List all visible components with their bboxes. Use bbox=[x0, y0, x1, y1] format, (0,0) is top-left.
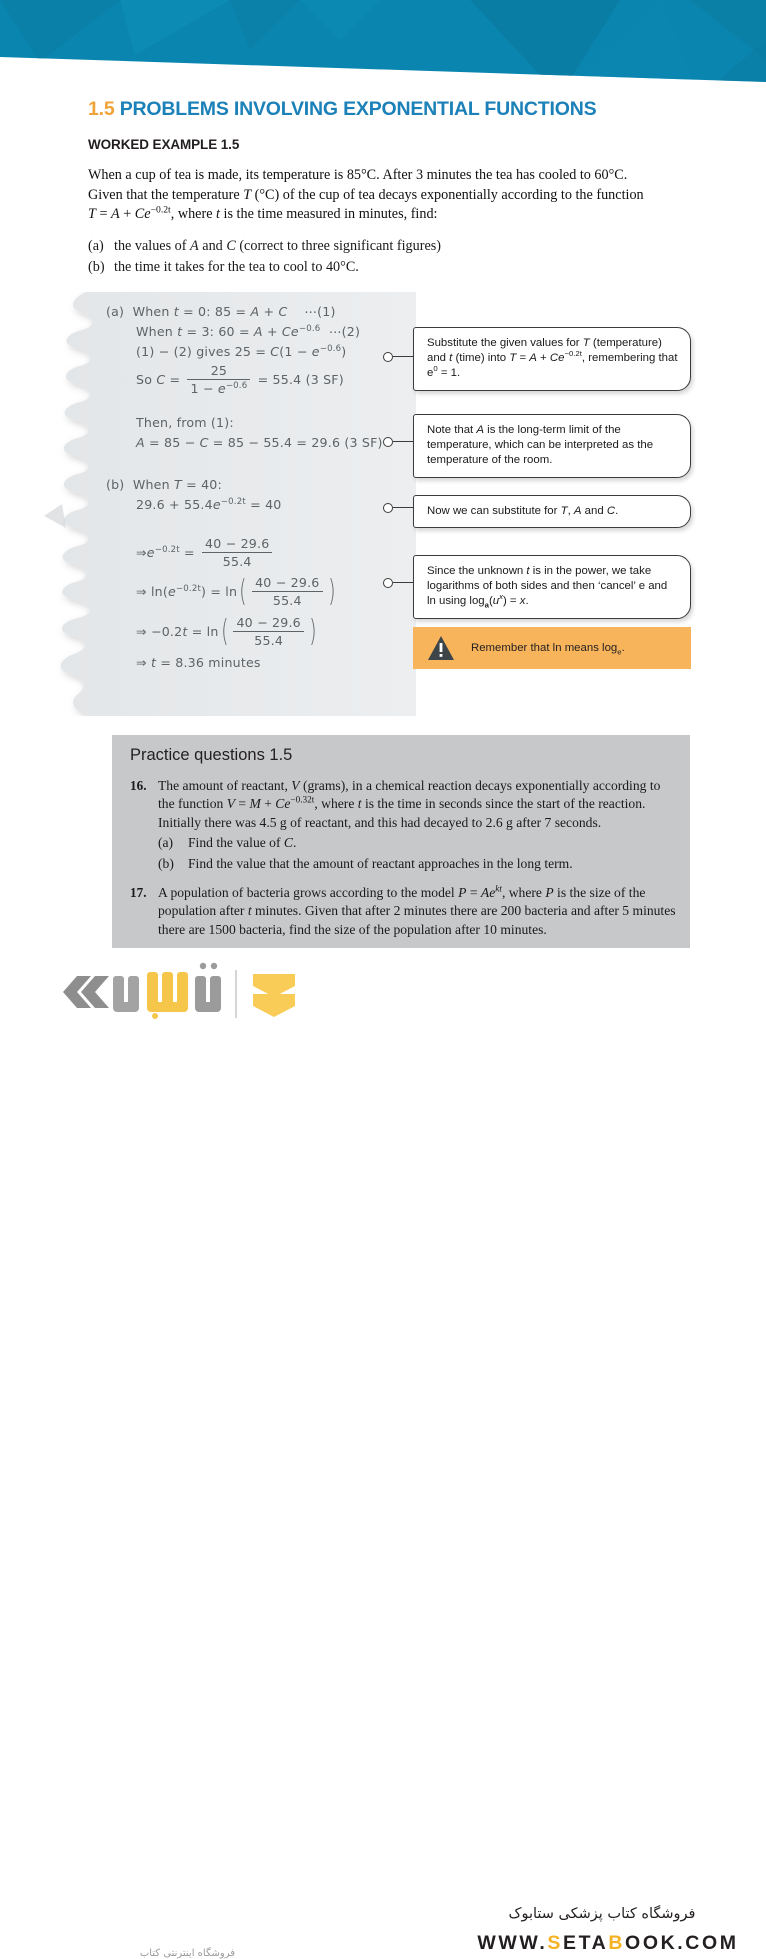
warning-text: Remember that ln means $\log_e$. bbox=[471, 642, 625, 657]
callout-line-3: $e^0 = 1$. bbox=[427, 364, 461, 380]
right-paren-2: ) bbox=[309, 614, 317, 649]
warning-note bbox=[413, 627, 691, 669]
brand-name-fa: فروشگاه کتاب پزشکی ستابوک bbox=[508, 1906, 696, 1922]
fraction-b5: $\frac{40 - 29.6}{55.4}$ bbox=[233, 615, 303, 648]
logo-chevron-down-icon bbox=[253, 974, 295, 1017]
problem-statement bbox=[88, 166, 688, 225]
callout-line-2: and t (time) into $T = A + Ce^{-0.2t}$, remembering that bbox=[427, 349, 678, 365]
solution-b-line-5: ⇒ −0.2t = ln( $\frac{40 - 29.6}{55.4}$ ) bbox=[136, 614, 317, 649]
connector-dot bbox=[383, 578, 393, 588]
logo-persian-mark bbox=[113, 976, 139, 1012]
practice-question-17 bbox=[130, 884, 678, 939]
warning-triangle-icon bbox=[427, 635, 455, 661]
setabook-logo bbox=[55, 952, 375, 1028]
practice-question-16 bbox=[130, 777, 678, 873]
solution-a-line-2: When t = 3: $60 = A + Ce^{-0.6}$ ⋯(2) bbox=[136, 323, 361, 339]
worked-solution-panel bbox=[44, 292, 416, 716]
question-text: A population of bacteria grows according to the model $P = Ae^{kt}$, where P is the size of the population after t minutes. Given that after 2 minutes there are 200 bacteria and after 5 minutes there are 1500 bacteria, find the size of the population after 10 minutes. bbox=[158, 883, 676, 937]
problem-parts bbox=[88, 236, 688, 278]
solution-b-line-4: ⇒ $\ln(e^{-0.2t}) = \ln$( $\frac{40 - 29.6}{55.4}$ ) bbox=[136, 574, 336, 609]
practice-questions-list bbox=[130, 777, 678, 948]
problem-part-b: (b) the time it takes for the tea to cool to 40°C. bbox=[88, 259, 359, 275]
connector-wire bbox=[393, 441, 414, 442]
solution-a-line-6: A = 85 − C = 85 − 55.4 = 29.6 (3 SF) bbox=[136, 435, 383, 450]
callout-line-3: ln using $\log_a(u^x) = x$. bbox=[427, 592, 529, 610]
fraction-b3: $\frac{40 - 29.6}{55.4}$ bbox=[202, 536, 272, 569]
problem-line-2: Given that the temperature T (°C) of the cup of tea decays exponentially according to the function bbox=[88, 186, 644, 203]
connector-dot bbox=[383, 437, 393, 447]
callout-line-1: Now we can substitute for T, A and C. bbox=[427, 505, 619, 517]
connector-wire bbox=[393, 582, 414, 583]
section-number: 1.5 bbox=[88, 98, 115, 120]
question-text: The amount of reactant, V (grams), in a chemical reaction decays exponentially according to the function $V = M + Ce^{-0.32t}$, where t is the time in seconds since the start of the reaction. Initially there was 4.5 g of reactant, and this had decayed to 2.6 g after 7 seconds. (a) Find the value of C. (b) Find the value that the amount of reactant approaches in the long term. bbox=[158, 777, 678, 873]
solution-b-line-1: (b) When T = 40: bbox=[106, 477, 222, 492]
right-paren: ) bbox=[327, 574, 336, 609]
fraction-b4: $\frac{40 - 29.6}{55.4}$ bbox=[252, 575, 322, 608]
worked-example-label: WORKED EXAMPLE 1.5 bbox=[88, 137, 240, 152]
connector-callout-substitute bbox=[383, 352, 413, 366]
page-title bbox=[88, 98, 596, 121]
callout-line-1: Note that A is the long-term limit of the bbox=[427, 424, 621, 436]
brand-url: WWW.SETABOOK.COM bbox=[477, 1932, 739, 1954]
solution-a-line-1: (a) When t = 0: 85 = A + C ⋯(1) bbox=[106, 304, 336, 319]
callout-substitute bbox=[413, 327, 691, 391]
practice-questions-panel bbox=[112, 735, 690, 950]
question-number: 16. bbox=[130, 778, 147, 793]
problem-line-3: $T = A + Ce^{-0.2t}$, where t is the time measured in minutes, find: bbox=[88, 204, 438, 222]
solution-b-line-3: $\Rightarrow e^{-0.2t}$ = $\frac{40 - 29.6}{55.4}$ bbox=[106, 537, 416, 570]
solution-a-line-4: So C = $\frac{25}{1 - e^{-0.6}}$ = 55.4 (3 SF) bbox=[136, 363, 344, 396]
problem-line-1: When a cup of tea is made, its temperature is 85°C. After 3 minutes the tea has cooled to 60°C. bbox=[88, 167, 628, 183]
callout-line-2: temperature, which can be interpreted as the bbox=[427, 439, 654, 452]
connector-callout-logarithms bbox=[383, 578, 413, 592]
solution-working bbox=[106, 304, 416, 675]
header-banner bbox=[0, 0, 766, 96]
question-number: 17. bbox=[130, 885, 147, 901]
logo-persian-mark-gold bbox=[147, 972, 188, 1019]
logo-subtitle-fa: فروشگاه اینترنتی کتاب bbox=[139, 1948, 235, 1959]
callout-logarithms bbox=[413, 555, 691, 619]
left-paren-2: ( bbox=[220, 614, 229, 649]
connector-wire bbox=[393, 507, 414, 508]
callout-line-1: Substitute the given values for T (temperature) bbox=[427, 337, 662, 349]
callout-line-3: temperature of the room. bbox=[427, 454, 553, 467]
question-sub-b: (b) Find the value that the amount of reactant approaches in the long term. bbox=[158, 855, 573, 871]
connector-dot bbox=[383, 503, 393, 513]
logo-chevron-left-icon bbox=[63, 976, 109, 1008]
solution-b-line-6: ⇒ t = 8.36 minutes bbox=[136, 655, 261, 670]
callout-longterm bbox=[413, 414, 691, 478]
section-title-text: PROBLEMS INVOLVING EXPONENTIAL FUNCTIONS bbox=[119, 98, 597, 120]
callout-line-2: logarithms of both sides and then ‘cancel’ e and bbox=[427, 580, 668, 593]
solution-a-line-3: (1) − (2) gives $25 = C(1 - e^{-0.6})$ bbox=[136, 343, 347, 359]
connector-wire bbox=[393, 356, 414, 357]
question-sub-a: (a) Find the value of C. bbox=[158, 835, 297, 851]
fraction-C: $\frac{25}{1 - e^{-0.6}}$ bbox=[187, 363, 250, 396]
solution-b-line-2: $29.6 + 55.4e^{-0.2t} = 40$ bbox=[136, 496, 282, 512]
connector-dot bbox=[383, 352, 393, 362]
footer-watermark bbox=[0, 948, 766, 1959]
connector-callout-longterm bbox=[383, 437, 413, 451]
problem-part-a: (a) the values of A and C (correct to three significant figures) bbox=[88, 238, 442, 254]
callout-line-1: Since the unknown t is in the power, we take bbox=[427, 565, 652, 577]
callout-substitute-tac bbox=[413, 495, 691, 528]
connector-callout-substitute-tac bbox=[383, 503, 413, 517]
logo-persian-tail bbox=[195, 963, 221, 1012]
logo-divider bbox=[235, 970, 237, 1018]
practice-questions-title: Practice questions 1.5 bbox=[130, 746, 293, 764]
solution-a-line-5: Then, from (1): bbox=[136, 415, 234, 430]
left-paren: ( bbox=[239, 574, 247, 609]
